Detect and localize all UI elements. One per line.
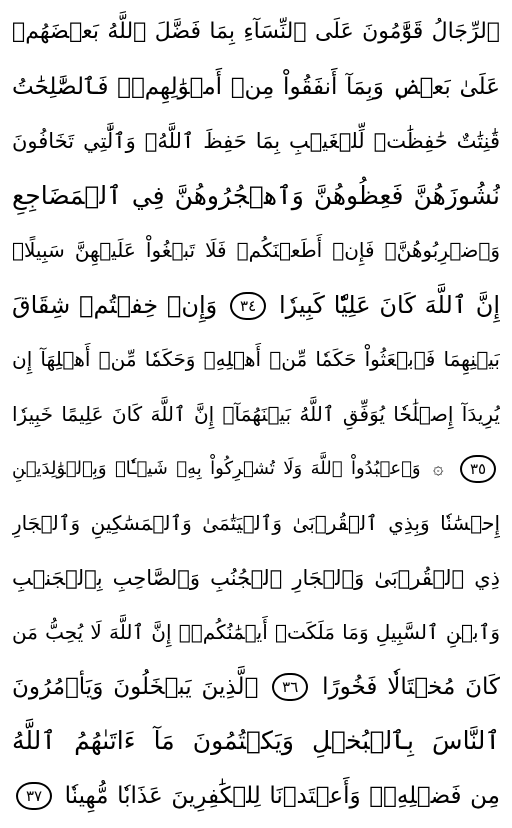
text-line	[12, 443, 500, 495]
ayah-number-marker: ٣٥	[460, 455, 496, 483]
line-text: مِن فَضۡلِهِۦۗ وَأَعۡتَدۡنَا لِلۡكَٰفِرِينَ عَذَابٗا مُّهِينٗا	[64, 782, 500, 809]
text-line	[12, 715, 500, 767]
text-line	[12, 388, 500, 440]
line-text: قَٰنِتَٰتٌ حَٰفِظَٰتٞ لِّلۡغَيۡبِ بِمَا حَفِظَ ٱللَّهُۚ وَٱلَّٰتِي تَخَافُونَ	[12, 129, 500, 154]
ayah-number-marker: ٣٧	[16, 782, 52, 810]
line-text: وَٱبۡنِ ٱلسَّبِيلِ وَمَا مَلَكَتۡ أَيۡمَٰنُكُمۡۗ إِنَّ ٱللَّهَ لَا يُحِبُّ مَن	[12, 620, 500, 645]
text-line	[12, 770, 500, 822]
line-text: نُشُوزَهُنَّ فَعِظُوهُنَّ وَٱهۡجُرُوهُنَّ فِي ٱلۡمَضَاجِعِ	[12, 180, 500, 210]
text-line	[12, 170, 500, 222]
text-lines	[12, 6, 500, 822]
text-line	[12, 6, 500, 58]
text-line	[12, 61, 500, 113]
line-text: كَانَ مُخۡتَالٗا فَخُورًا	[322, 673, 500, 700]
hizb-marker-icon: ۞	[433, 457, 444, 479]
text-line	[12, 552, 500, 604]
line-text: يُرِيدَآ إِصۡلَٰحٗا يُوَفِّقِ ٱللَّهُ بَيۡنَهُمَآۗ إِنَّ ٱللَّهَ كَانَ عَلِيمًا خَبِيرٗا	[12, 401, 500, 426]
text-line	[12, 606, 500, 658]
line-text: وَٱعۡبُدُواْ ٱللَّهَ وَلَا تُشۡرِكُواْ بِهِۦ شَيۡـٔٗاۖ وَبِٱلۡوَٰلِدَيۡنِ	[12, 457, 421, 479]
line-text: إِنَّ ٱللَّهَ كَانَ عَلِيّٗا كَبِيرٗا	[279, 290, 500, 319]
line-text: ٱلرِّجَالُ قَوَّٰمُونَ عَلَى ٱلنِّسَآءِ بِمَا فَضَّلَ ٱللَّهُ بَعۡضَهُمۡ	[12, 19, 500, 44]
line-text: إِحۡسَٰنٗا وَبِذِي ٱلۡقُرۡبَىٰ وَٱلۡيَتَٰمَىٰ وَٱلۡمَسَٰكِينِ وَٱلۡجَارِ	[12, 511, 500, 536]
line-text: ٱلَّذِينَ يَبۡخَلُونَ وَيَأۡمُرُونَ	[12, 673, 259, 700]
text-line	[12, 224, 500, 276]
text-line	[12, 115, 500, 167]
ayah-number-marker: ٣٦	[272, 673, 308, 701]
line-text: عَلَىٰ بَعۡضٖ وَبِمَآ أَنفَقُواْ مِنۡ أَمۡوَٰلِهِمۡۚ فَٱلصَّٰلِحَٰتُ	[12, 73, 500, 100]
line-text: ذِي ٱلۡقُرۡبَىٰ وَٱلۡجَارِ ٱلۡجُنُبِ وَٱلصَّاحِبِ بِٱلۡجَنۢبِ	[12, 565, 500, 590]
text-line	[12, 661, 500, 713]
text-line	[12, 497, 500, 549]
ayah-number-marker: ٣٤	[230, 292, 266, 320]
line-text: وَٱضۡرِبُوهُنَّۖ فَإِنۡ أَطَعۡنَكُمۡ فَلَا تَبۡغُواْ عَلَيۡهِنَّ سَبِيلًاۗ	[12, 238, 500, 263]
text-line	[12, 333, 500, 385]
line-text: ٱلنَّاسَ بِٱلۡبُخۡلِ وَيَكۡتُمُونَ مَآ ءَاتَىٰهُمُ ٱللَّهُ	[12, 726, 500, 756]
line-text: وَإِنۡ خِفۡتُمۡ شِقَاقَ	[12, 290, 218, 319]
text-line	[12, 279, 500, 331]
line-text: بَيۡنِهِمَا فَٱبۡعَثُواْ حَكَمٗا مِّنۡ أَهۡلِهِۦ وَحَكَمٗا مِّنۡ أَهۡلِهَآ إِن	[12, 347, 500, 372]
